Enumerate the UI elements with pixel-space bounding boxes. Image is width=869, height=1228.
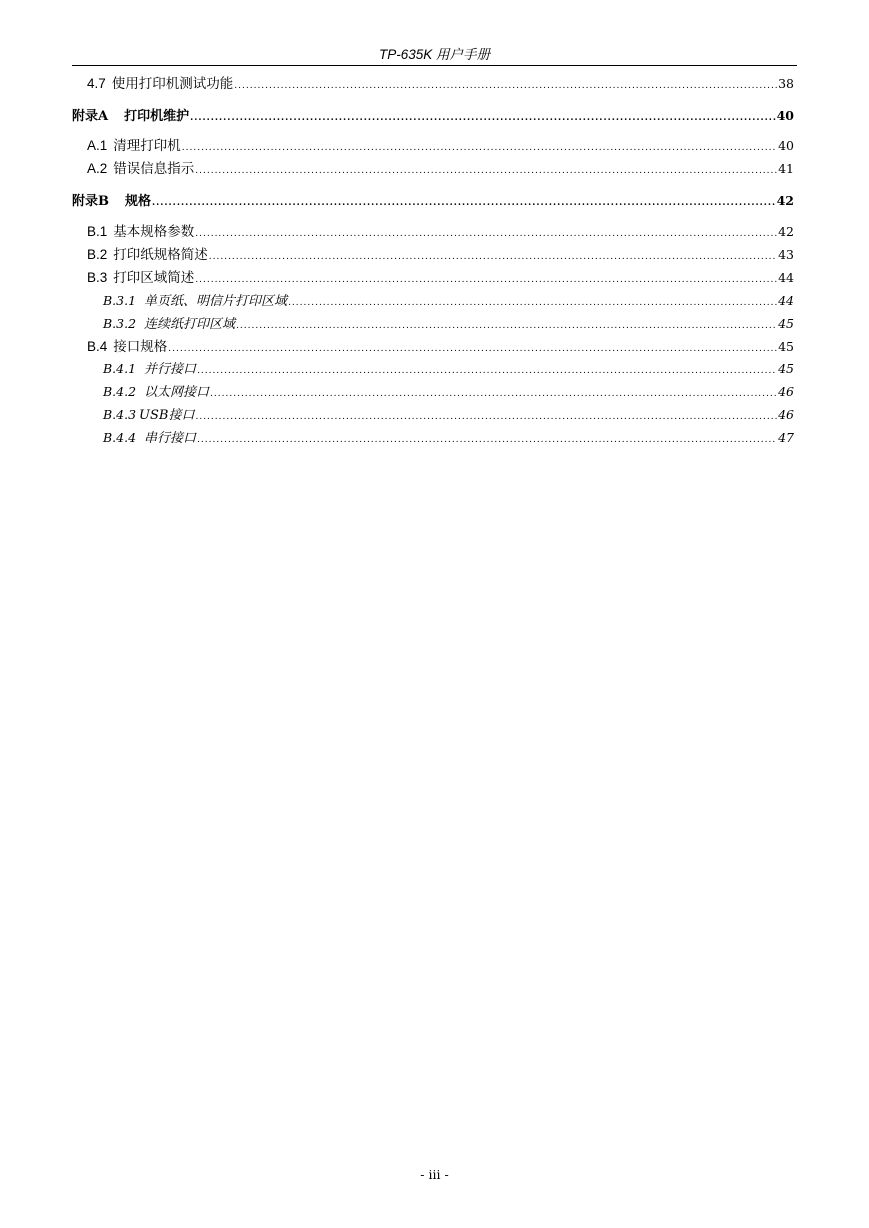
toc-entry-title: 打印机维护 — [124, 109, 190, 124]
document-title: TP-635K 用户手册 — [378, 47, 491, 62]
toc-leader-dots — [168, 340, 777, 358]
toc-leader-dots — [195, 225, 777, 243]
toc-entry-page: 44 — [778, 270, 794, 285]
toc-entry-b-1[interactable] — [87, 223, 794, 241]
page-footer — [0, 1166, 869, 1184]
toc-entry-number: B.3 — [87, 270, 108, 285]
toc-entry-b-4-1[interactable] — [103, 360, 794, 378]
toc-entry-number: 附录A — [72, 109, 109, 124]
page-number: - iii - — [420, 1167, 449, 1182]
toc-entry-a-2[interactable] — [87, 160, 794, 178]
toc-leader-dots — [234, 77, 777, 95]
toc-entry-title: 单页纸、明信片打印区域 — [144, 294, 288, 309]
toc-entry-b-4-3[interactable] — [103, 406, 794, 424]
toc-entry-title: 清理打印机 — [113, 138, 181, 154]
toc-leader-dots — [195, 408, 777, 426]
toc-entry-title: 以太网接口 — [144, 385, 210, 400]
toc-entry-title: 打印纸规格简述 — [113, 247, 208, 263]
toc-leader-dots — [197, 431, 777, 449]
toc-entry-number: B.3.1 — [103, 293, 137, 308]
toc-entry-number: B.4.3 — [103, 407, 137, 422]
toc-entry-b-4[interactable] — [87, 338, 794, 356]
toc-leader-dots — [152, 194, 776, 212]
toc-entry-page: 47 — [778, 430, 794, 445]
toc-entry-number: 4.7 — [87, 76, 106, 91]
toc-entry-page: 40 — [776, 108, 794, 123]
toc-leader-dots — [210, 385, 777, 403]
toc-entry-page: 45 — [778, 361, 794, 376]
toc-leader-dots — [209, 248, 777, 266]
toc-entry-number: A.1 — [87, 138, 108, 153]
toc-leader-dots — [197, 362, 777, 380]
toc-entry-page: 44 — [778, 293, 794, 308]
toc-leader-dots — [182, 139, 777, 157]
toc-entry-page: 42 — [776, 193, 794, 208]
toc-entry-appendix-a[interactable] — [72, 107, 794, 125]
toc-entry-title: 规格 — [125, 194, 152, 209]
toc-entry-number: B.4 — [87, 339, 108, 354]
toc-entry-page: 46 — [778, 384, 794, 399]
toc-entry-title: 串行接口 — [144, 431, 197, 446]
toc-entry-page: 45 — [778, 339, 794, 354]
toc-entry-number: B.3.2 — [103, 316, 137, 331]
toc-entry-b-2[interactable] — [87, 246, 794, 264]
toc-entry-number: 附录B — [72, 194, 109, 209]
toc-entry-b-4-2[interactable] — [103, 383, 794, 401]
toc-entry-page: 45 — [778, 316, 794, 331]
toc-entry-b-3[interactable] — [87, 269, 794, 287]
toc-entry-number: B.4.1 — [103, 361, 137, 376]
toc-entry-number: B.4.4 — [103, 430, 137, 445]
toc-entry-title: 接口规格 — [113, 339, 168, 355]
toc-entry-title: USB接口 — [139, 408, 195, 423]
toc-entry-title: 错误信息指示 — [113, 161, 195, 177]
toc-entry-page: 38 — [778, 76, 794, 91]
toc-entry-title: 连续纸打印区域 — [144, 317, 236, 332]
toc-entry-number: B.1 — [87, 224, 108, 239]
toc-entry-appendix-b[interactable] — [72, 192, 794, 210]
toc-entry-number: A.2 — [87, 161, 108, 176]
toc-entry-number: B.4.2 — [103, 384, 137, 399]
toc-entry-a-1[interactable] — [87, 137, 794, 155]
toc-entry-number: B.2 — [87, 247, 108, 262]
toc-entry-b-3-2[interactable] — [103, 315, 794, 333]
toc-entry-title: 使用打印机测试功能 — [111, 76, 234, 92]
toc-leader-dots — [195, 162, 777, 180]
toc-entry-b-3-1[interactable] — [103, 292, 794, 310]
toc-leader-dots — [190, 109, 775, 127]
toc-leader-dots — [195, 271, 777, 289]
toc-entry-page: 43 — [778, 247, 794, 262]
toc-leader-dots — [236, 317, 777, 335]
toc-entry-page: 41 — [778, 161, 794, 176]
toc-entry-page: 42 — [778, 224, 794, 239]
toc-entry-page: 40 — [778, 138, 794, 153]
toc-entry-b-4-4[interactable] — [103, 429, 794, 447]
toc-entry-page: 46 — [778, 407, 794, 422]
toc-entry-title: 并行接口 — [144, 362, 197, 377]
toc-entry-title: 基本规格参数 — [113, 224, 195, 240]
toc-entry-4-7[interactable] — [87, 75, 794, 93]
toc-leader-dots — [288, 294, 777, 312]
toc-entry-title: 打印区域简述 — [113, 270, 195, 286]
